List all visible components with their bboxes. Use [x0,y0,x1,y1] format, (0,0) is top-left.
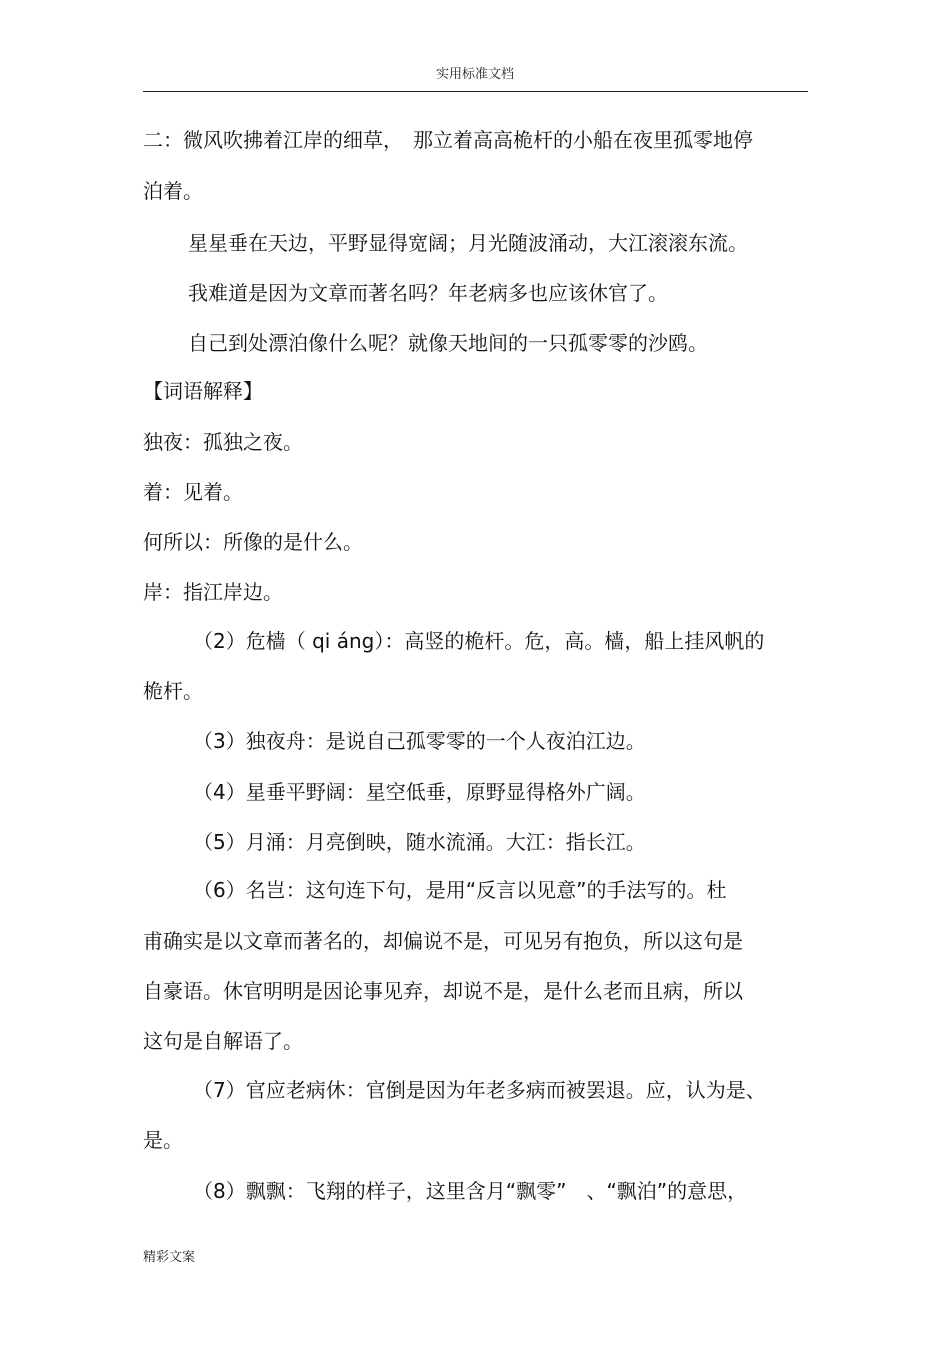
note-7-line-1: （7）官应老病休：官倒是因为年老多病而被罢退。应，认为是、 [193,1078,766,1102]
text-line-10: 岸：指江岸边。 [143,580,283,604]
note-6-line-4: 这句是自解语了。 [143,1029,303,1053]
note-7-line-2: 是。 [143,1128,183,1152]
note-8-line-1: （8）飘飘：飞翔的样子，这里含月“飘零” 、“飘泊”的意思， [193,1179,748,1203]
page-footer-text: 精彩文案 [143,1250,196,1265]
note-4: （4）星垂平野阔：星空低垂，原野显得格外广阔。 [193,780,646,804]
page-header-title: 实用标准文档 [435,67,514,82]
header-divider [143,91,808,92]
text-line-9: 何所以：所像的是什么。 [143,530,363,554]
note-3: （3）独夜舟：是说自己孤零零的一个人夜泊江边。 [193,729,646,753]
section-heading-word-explanation: 【词语解释】 [143,379,263,403]
note-6-line-2: 甫确实是以文章而著名的，却偏说不是，可见另有抱负，所以这句是 [143,929,743,953]
text-line-3: 星星垂在天边，平野显得宽阔；月光随波涌动，大江滚滚东流。 [188,231,748,255]
text-line-8: 着：见着。 [143,480,243,504]
text-line-7: 独夜：孤独之夜。 [143,430,303,454]
text-line-2: 泊着。 [143,179,203,203]
note-2-line-1: （2）危樯（ qi áng）：高竖的桅杆。危，高。樯，船上挂风帆的 [193,629,765,653]
note-5: （5）月涌：月亮倒映，随水流涌。大江：指长江。 [193,830,646,854]
text-line-4: 我难道是因为文章而著名吗？年老病多也应该休官了。 [188,281,668,305]
note-6-line-3: 自豪语。休官明明是因论事见弃，却说不是，是什么老而且病，所以 [143,979,743,1003]
text-line-1: 二：微风吹拂着江岸的细草， 那立着高高桅杆的小船在夜里孤零地停 [143,128,753,152]
note-6-line-1: （6）名岂：这句连下句，是用“反言以见意”的手法写的。杜 [193,878,727,902]
text-line-5: 自己到处漂泊像什么呢？就像天地间的一只孤零零的沙鸥。 [188,331,708,355]
note-2-line-2: 桅杆。 [143,679,203,703]
